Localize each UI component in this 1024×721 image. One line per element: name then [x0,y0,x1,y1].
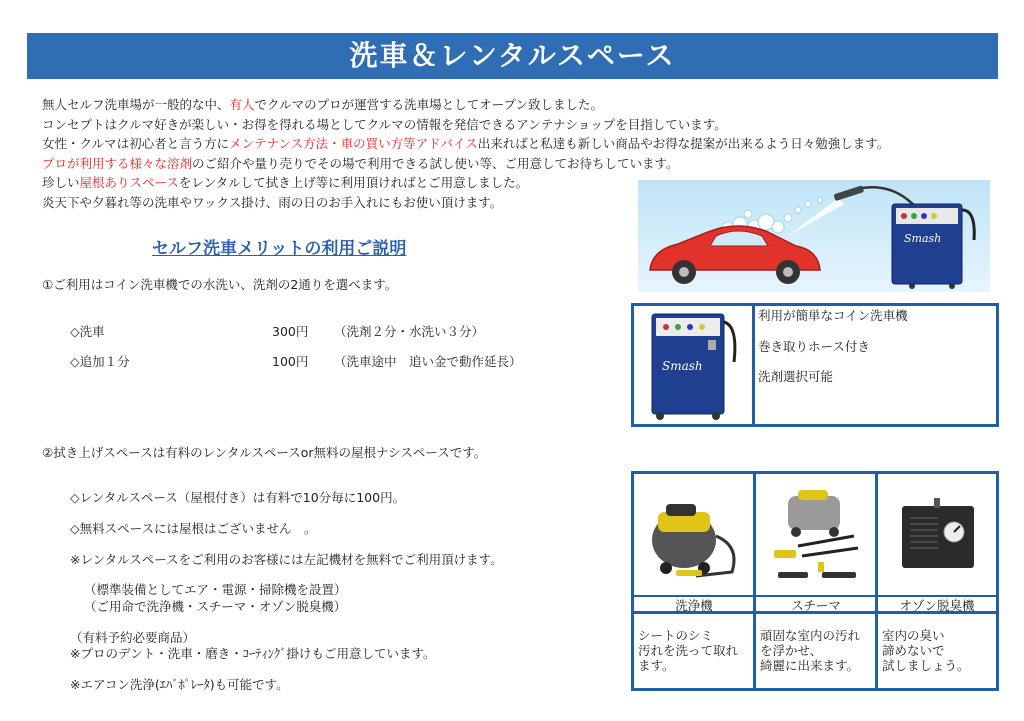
equipment-caption-steamer: スチーマ [791,598,841,613]
intro-text-segment: 無人セルフ洗車場が一般的な中、 [42,97,230,112]
equipment-line: （ご用命で洗浄機・スチーマ・オゾン脱臭機） [84,599,347,614]
price-item: ◇洗車 [70,324,105,339]
point-1: ①ご利用はコイン洗車機での水洗い、洗剤の2通りを選べます。 [42,277,398,292]
coin-machine-image-cell [634,306,755,424]
ozone-image [880,476,994,594]
steamer-icon [758,476,874,594]
machine-logo: Smash [662,359,703,373]
intro-text-segment: 女性・クルマは初心者と言う方に [42,136,230,151]
intro-line [42,115,982,135]
machine-logo: Smash [904,232,942,245]
intro-text-segment: 珍しい [42,175,80,190]
grid-divider [875,474,878,688]
intro-text-segment: 出来ればと私達も新しい商品やお得な提案が出来るよう日々勉強します。 [477,136,890,151]
feature-item: 洗剤選択可能 [758,369,834,384]
equipment-desc-washer: シートのシミ 汚れを洗って取れ ます。 [638,628,739,673]
paid-line: （有料予約必要商品） [70,630,196,645]
washer-image [636,476,752,594]
price-note: （洗車途中 追い金で動作延長） [334,354,522,369]
feature-item: 巻き取りホース付き [758,339,870,354]
intro-line [42,134,982,154]
intro-line [42,154,982,174]
merit-title: セルフ洗車メリットの利用ご説明 [152,239,407,259]
intro-text-segment: 炎天下や夕暮れ等の洗車やワックス掛け、雨の日のお手入れにもお使い頂けます。 [42,194,503,210]
intro-text-segment: でクルマのプロが運営する洗車場としてオープン致しました。 [254,97,604,112]
equipment-desc-steamer: 頑固な室内の汚れ を浮かせ、 綺麗に出来ます。 [760,628,861,673]
rental-line: ※レンタルスペースをご利用のお客様には左記機材を無料でご利用頂けます。 [70,552,503,567]
car-wash-illustration [638,180,990,292]
intro-text-segment: をレンタルして拭き上げ等に利用頂ければとご用意しました。 [178,175,529,190]
intro-text-segment: コンセプトはクルマ好きが楽しい・お得を得れる場としてクルマの情報を発信できるアンテナショップを目指しています。 [42,116,727,132]
paid-line: ※プロのデント・洗車・磨き・ｺｰﾃｨﾝｸﾞ掛けもご用意しています。 [70,646,436,661]
price-note: （洗剤２分・水洗い３分） [334,324,485,339]
feature-item: 利用が簡単なコイン洗車機 [758,308,908,323]
price-value: 300円 [272,324,309,339]
equipment-line: （標準装備としてエア・電源・掃除機を設置） [84,582,347,597]
rental-line: ◇レンタルスペース（屋根付き）は有料で10分毎に100円。 [70,490,406,505]
steamer-image [758,476,874,594]
equipment-caption-ozone: オゾン脱臭機 [899,598,975,613]
coin-machine-icon [634,306,752,424]
rental-line: ◇無料スペースには屋根はございません 。 [70,521,317,536]
aircon-line: ※エアコン洗浄(ｴﾊﾞﾎﾟﾚｰﾀ)も可能です。 [70,677,289,692]
highlight-text: メンテナンス方法・車の買い方等アドバイス [229,136,478,151]
price-item: ◇追加１分 [70,354,130,369]
highlight-text: 屋根ありスペース [79,175,179,190]
point-2: ②拭き上げスペースは有料のレンタルスペースor無料の屋根ナシスペースです。 [42,445,487,460]
page-title: 洗車＆レンタルスペース [27,33,998,79]
intro-text-segment: のご紹介や量り売りでその場で利用できる試し使い等、ご用意してお待ちしています。 [192,155,679,171]
intro-line [42,95,982,115]
equipment-caption-washer: 洗浄機 [675,598,713,613]
grid-divider [753,474,756,688]
highlight-text: 有人 [229,97,255,112]
price-value: 100円 [272,354,309,369]
car-wash-graphic [638,180,990,292]
washer-icon [636,476,752,594]
equipment-desc-ozone: 室内の臭い 諦めないで 試しましょう。 [882,628,970,673]
highlight-text: プロが利用する様々な溶剤 [42,155,193,171]
ozone-generator-icon [880,476,994,594]
